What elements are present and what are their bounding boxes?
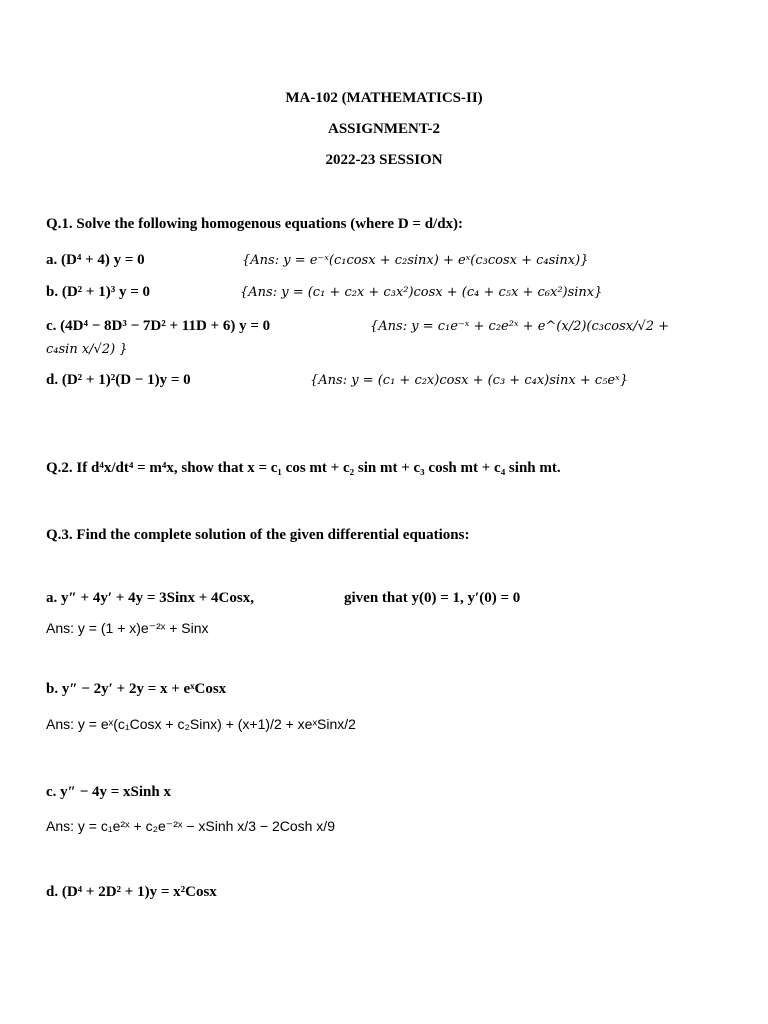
q3-c-equation: c. y″ − 4y = xSinh x	[46, 784, 171, 800]
q1-c-equation: c. (4D⁴ − 8D³ − 7D² + 11D + 6) y = 0	[46, 318, 271, 334]
q3-d-equation: d. (D⁴ + 2D² + 1)y = x²Cosx	[46, 884, 217, 900]
q1-a-equation: a. (D⁴ + 4) y = 0	[46, 252, 145, 268]
course-title: MA-102 (MATHEMATICS-II)	[285, 90, 483, 106]
q1-c-answer-line1: {Ans: y = c₁e⁻ˣ + c₂e²ˣ + e^(x/2)(c₃cosx/√2 +	[370, 319, 670, 334]
q1-a-answer: {Ans: y = e⁻ˣ(c₁cosx + c₂sinx) + eˣ(c₃cosx + c₄sinx)}	[242, 253, 589, 268]
q3-stem: Q.3. Find the complete solution of the given differential equations:	[46, 527, 470, 543]
q1-b-equation: b. (D² + 1)³ y = 0	[46, 284, 151, 300]
assignment-title: ASSIGNMENT-2	[328, 121, 440, 137]
q3-b-equation: b. y″ − 2y′ + 2y = x + eˣCosx	[46, 681, 227, 697]
q1-b-answer: {Ans: y = (c₁ + c₂x + c₃x²)cosx + (c₄ + c₅x + c₆x²)sinx}	[240, 285, 603, 300]
q3-b-answer: Ans: y = eˣ(c₁Cosx + c₂Sinx) + (x+1)/2 + xeˣSinx/2	[46, 716, 356, 732]
q1-c-answer-line2: c₄sin x/√2) }	[46, 342, 128, 357]
q1-d-answer: {Ans: y = (c₁ + c₂x)cosx + (c₃ + c₄x)sinx + c₅eˣ}	[310, 373, 628, 388]
q1-a	[46, 252, 589, 269]
q3-a-given: given that y(0) = 1, y′(0) = 0	[344, 590, 521, 606]
q1-d-equation: d. (D² + 1)²(D − 1)y = 0	[46, 372, 191, 388]
q1-stem: Q.1. Solve the following homogenous equations (where D = d/dx):	[46, 216, 464, 232]
q3-c-answer: Ans: y = c₁e²ˣ + c₂e⁻²ˣ − xSinh x/3 − 2Cosh x/9	[46, 818, 335, 834]
q3-a-answer: Ans: y = (1 + x)e⁻²ˣ + Sinx	[46, 620, 209, 636]
q1-c	[46, 318, 670, 335]
q1-d	[46, 372, 628, 389]
q3-a	[46, 590, 521, 607]
q1-b	[46, 284, 603, 301]
q2-stem: Q.2. If d⁴x/dt⁴ = m⁴x, show that x = c₁ cos mt + c₂ sin mt + c₃ cosh mt + c₄ sinh mt.	[46, 460, 561, 476]
session-title: 2022-23 SESSION	[325, 152, 443, 168]
q3-a-equation: a. y″ + 4y′ + 4y = 3Sinx + 4Cosx,	[46, 590, 254, 606]
